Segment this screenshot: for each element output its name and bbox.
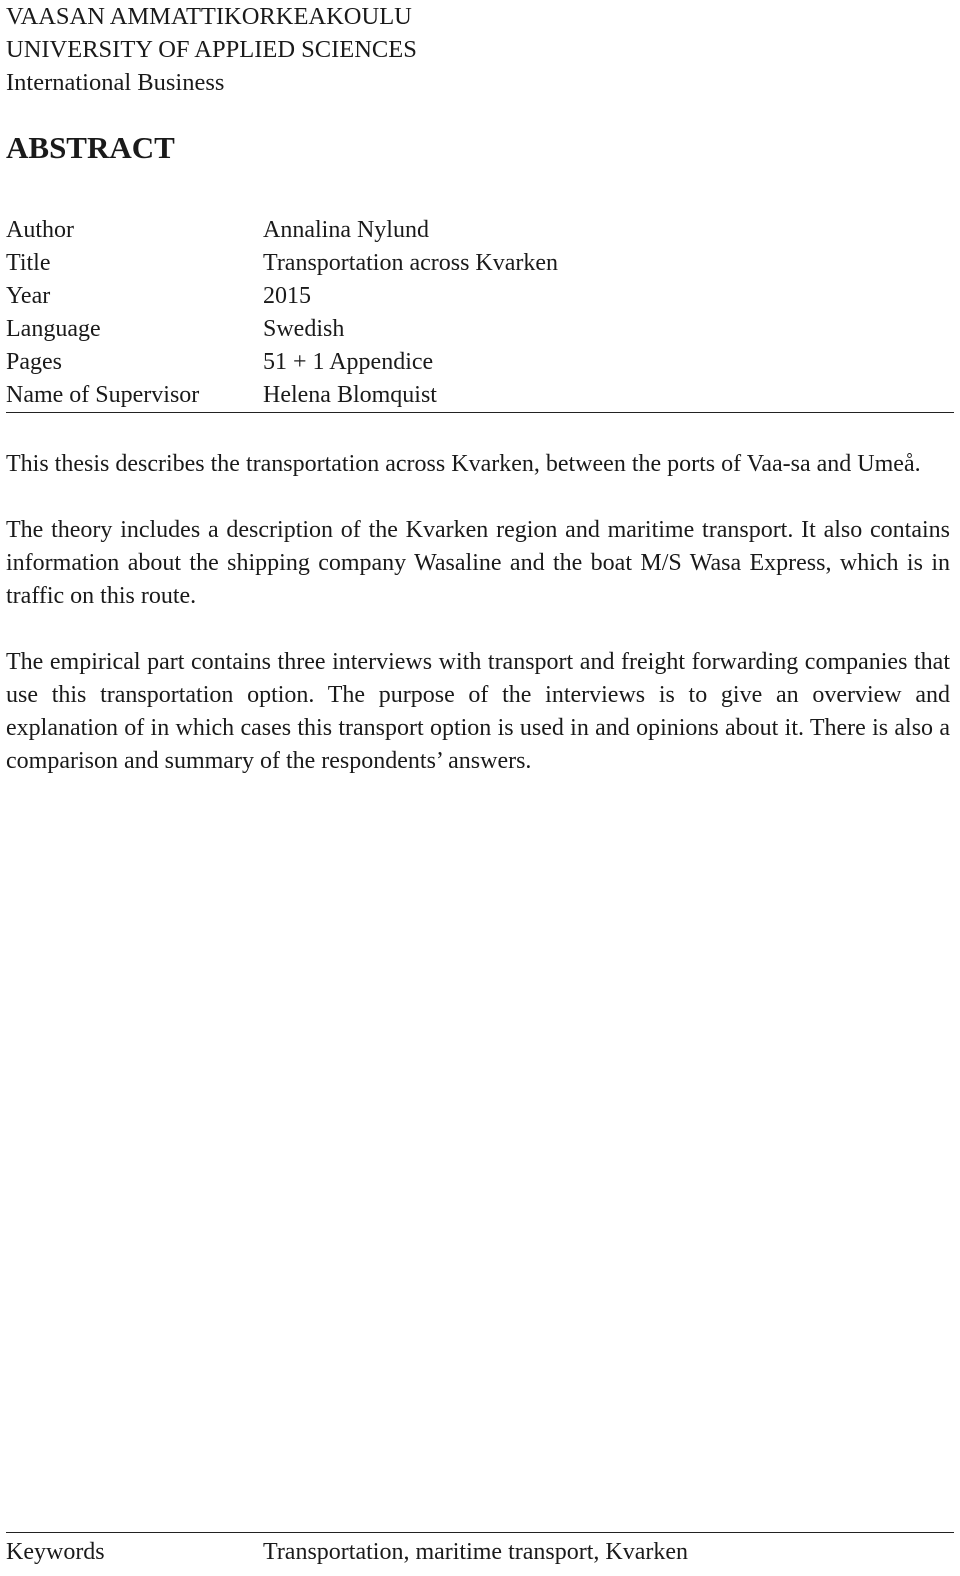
meta-label: Title: [6, 250, 51, 276]
meta-label: Name of Supervisor: [6, 382, 200, 408]
divider-bottom: [6, 1532, 954, 1533]
keywords-row: [6, 1536, 954, 1569]
keywords-value: Transportation, maritime transport, Kvarken: [263, 1539, 689, 1565]
abstract-paragraph: The empirical part contains three interviews with transport and freight forwarding companies that use this transportation option. The purpose of the interviews is to give an overview and explanation of in which cases this transport option is used in and opinions about it. There is also a comparison and summary of the respondents’ answers.: [6, 649, 950, 774]
meta-value-pages: 51 + 1 Appendice: [263, 349, 434, 375]
university-name: UNIVERSITY OF APPLIED SCIENCES: [6, 36, 417, 63]
meta-value-language: Swedish: [263, 316, 345, 342]
meta-label: Language: [6, 316, 101, 342]
abstract-paragraph: The theory includes a description of the Kvarken region and maritime transport. It also contains information about the shipping company Wasaline and the boat M/S Wasa Express, which is in traffic on this route.: [6, 517, 950, 609]
meta-row-language: [6, 313, 954, 346]
meta-row-title: [6, 247, 954, 280]
page-title: ABSTRACT: [6, 130, 175, 165]
keywords-label: Keywords: [6, 1539, 105, 1565]
abstract-body: [6, 448, 950, 811]
meta-row-supervisor: [6, 379, 954, 412]
meta-value-author: Annalina Nylund: [263, 217, 429, 243]
meta-label: Pages: [6, 349, 62, 375]
meta-row-pages: [6, 346, 954, 379]
department-name: International Business: [6, 69, 225, 96]
meta-row-year: [6, 280, 954, 313]
meta-value-year: 2015: [263, 283, 311, 309]
abstract-paragraph: This thesis describes the transportation across Kvarken, between the ports of Vaa-sa and Umeå.: [6, 451, 921, 477]
meta-value-title: Transportation across Kvarken: [263, 250, 559, 276]
meta-value-supervisor: Helena Blomquist: [263, 382, 437, 408]
meta-row-author: [6, 214, 954, 247]
divider-top: [6, 412, 954, 413]
meta-label: Author: [6, 217, 74, 243]
metadata-table: [6, 214, 954, 412]
meta-label: Year: [6, 283, 51, 309]
school-name: VAASAN AMMATTIKORKEAKOULU: [6, 3, 412, 30]
